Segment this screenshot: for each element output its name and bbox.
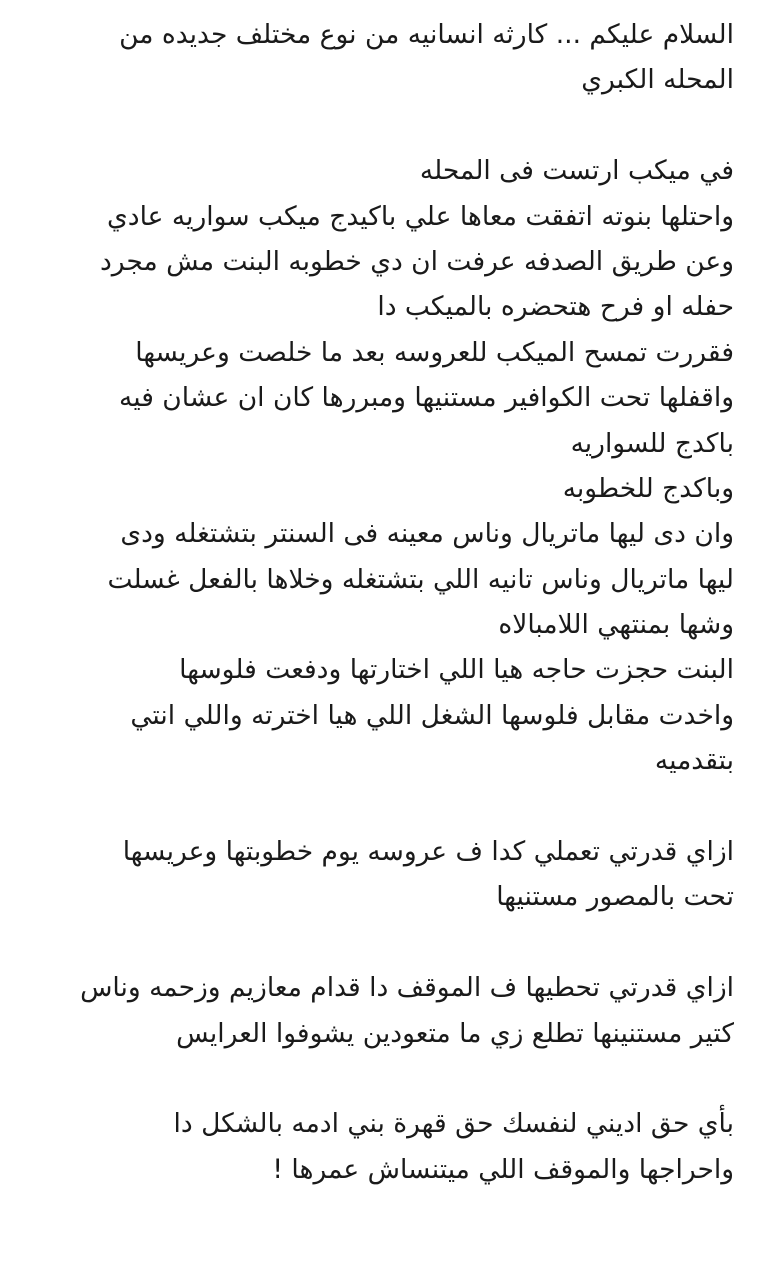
text-line: المحله الكبري <box>581 64 734 96</box>
text-line: السلام عليكم ... كارثه انسانيه من نوع مختلف جديده من <box>119 19 734 50</box>
text-line: حفله او فرح هتحضره بالميكب دا <box>377 291 734 323</box>
text-line: واحراجها والموقف اللي ميتنساش عمرها ! <box>272 1153 734 1185</box>
text-line: واحتلها بنوته اتفقت معاها علي باكيدج ميكب سواريه عادي <box>107 200 734 232</box>
paragraph-question-2 <box>14 965 734 1056</box>
paragraph-gap <box>14 103 734 148</box>
text-line: واقفلها تحت الكوافير مستنيها ومبررها كان ان عشان فيه <box>119 382 734 414</box>
text-line: كتير مستنينها تطلع زي ما متعودين يشوفوا العرايس <box>176 1017 734 1049</box>
text-line: وباكدج للخطوبه <box>562 472 734 504</box>
text-line: وشها بمنتهي اللامبالاه <box>498 609 734 641</box>
text-line: ليها ماتريال وناس تانيه اللي بتشتغله وخلاها بالفعل غسلت <box>107 563 734 595</box>
text-line: وان دى ليها ماتريال وناس معينه فى السنتر بتشتغله ودى <box>120 518 734 550</box>
text-line: البنت حجزت حاجه هيا اللي اختارتها ودفعت فلوسها <box>179 654 734 686</box>
text-line: فقررت تمسح الميكب للعروسه بعد ما خلصت وعريسها <box>135 336 734 368</box>
post-text <box>14 12 734 1192</box>
text-line: باكدج للسواريه <box>570 427 734 459</box>
text-line: تحت بالمصور مستنيها <box>496 881 734 913</box>
paragraph-closing <box>14 1101 734 1192</box>
paragraph-gap <box>14 1056 734 1101</box>
text-line: ازاي قدرتي تعملي كدا ف عروسه يوم خطوبتها وعريسها <box>122 836 734 868</box>
text-line: وعن طريق الصدفه عرفت ان دي خطوبه البنت مش مجرد <box>99 245 734 277</box>
paragraph-story <box>14 148 734 783</box>
text-line: واخدت مقابل فلوسها الشغل اللي هيا اخترته واللي انتي <box>130 699 734 731</box>
text-line: بتقدميه <box>654 745 734 777</box>
paragraph-greeting <box>14 12 734 103</box>
paragraph-gap <box>14 920 734 965</box>
text-line: بأي حق اديني لنفسك حق قهرة بني ادمه بالشكل دا <box>173 1108 734 1140</box>
paragraph-question-1 <box>14 829 734 920</box>
text-line: ازاي قدرتي تحطيها ف الموقف دا قدام معازيم وزحمه وناس <box>80 972 734 1004</box>
text-line: في ميكب ارتست فى المحله <box>419 155 734 187</box>
paragraph-gap <box>14 784 734 829</box>
